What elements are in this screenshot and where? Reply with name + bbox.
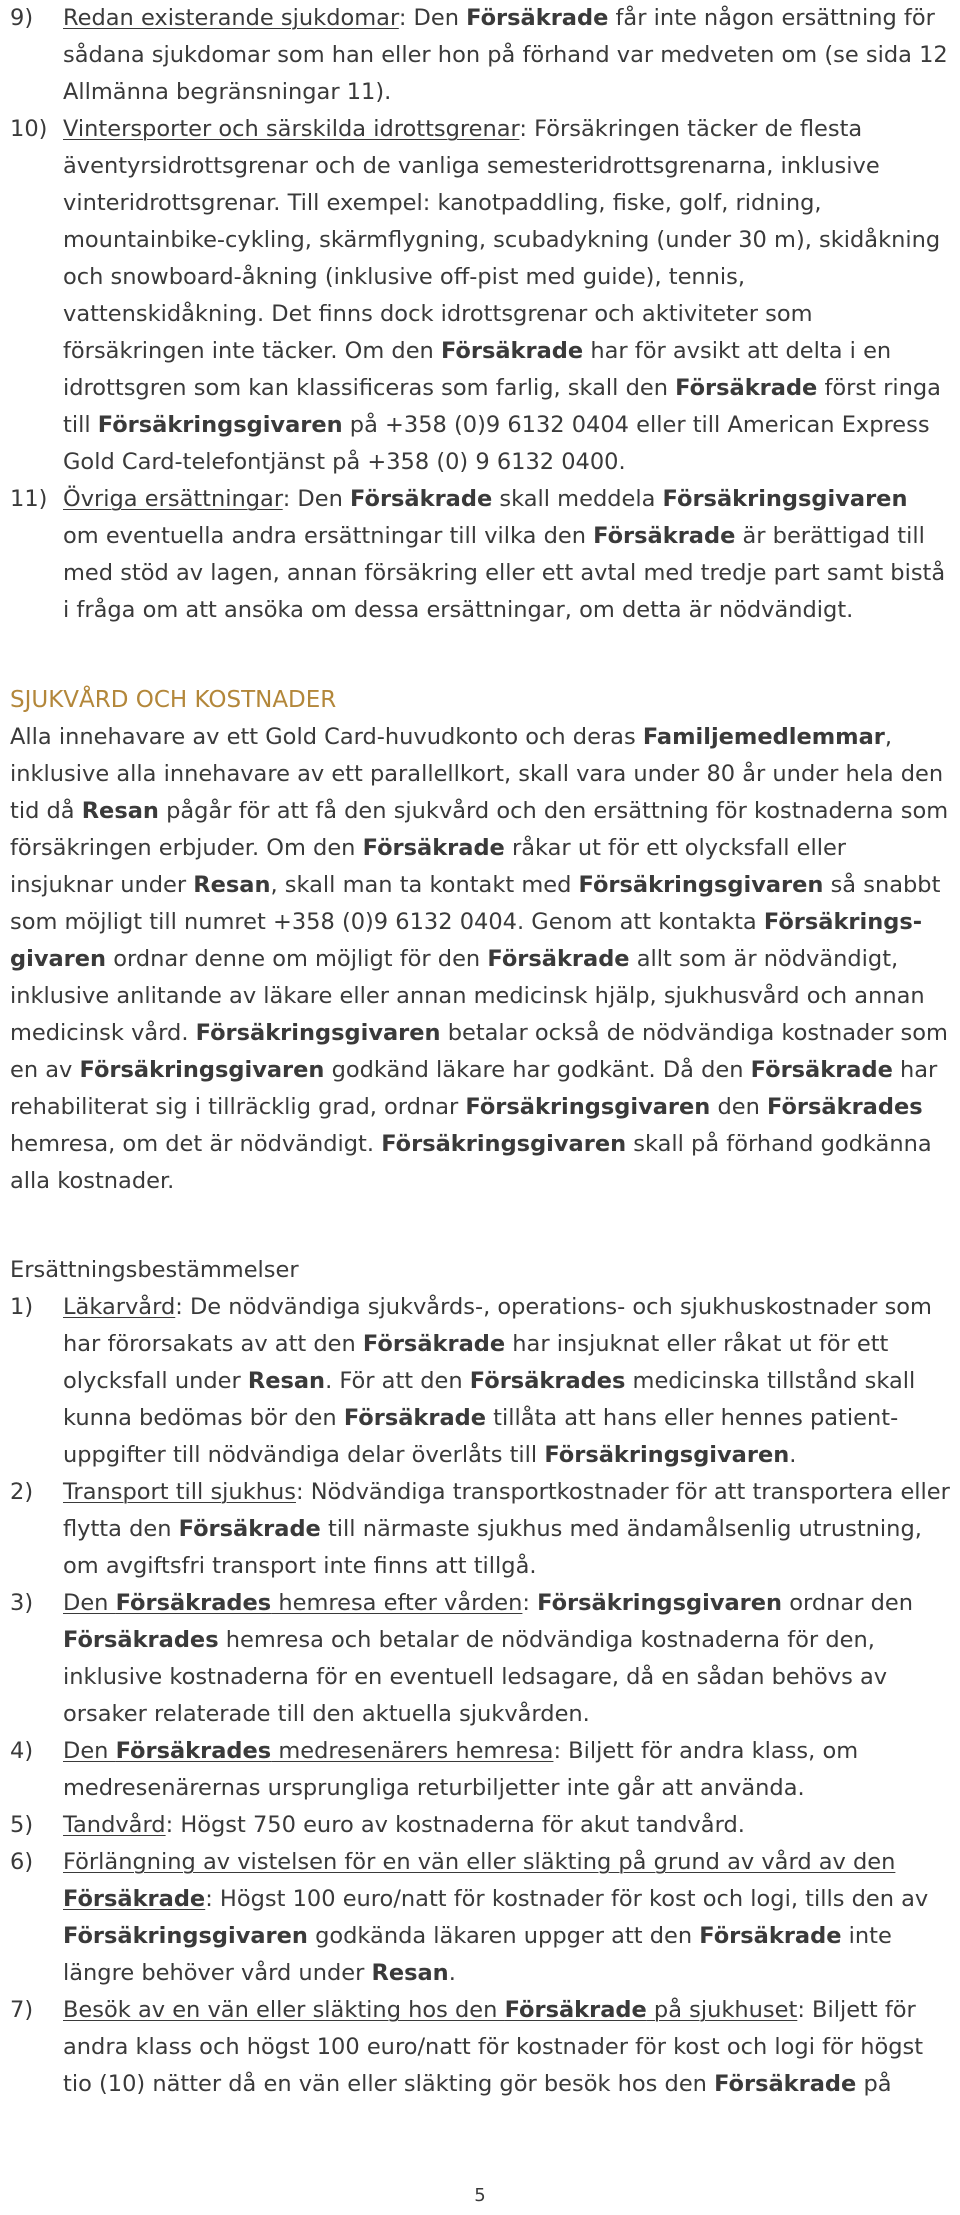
section-heading: SJUKVÅRD OCH KOSTNADER <box>10 687 337 713</box>
text-run: , skall man ta kontakt med <box>270 872 579 898</box>
text-run: ordnar denne om möjligt för den <box>106 946 488 972</box>
page-number: 5 <box>474 2185 486 2206</box>
bold-term: Försäkrade <box>714 2071 857 2097</box>
list-item <box>10 481 950 629</box>
item-text <box>63 1585 950 1733</box>
text-run: om eventuella andra ersättningar till vilka den <box>63 523 594 549</box>
bold-term: Försäkrade <box>675 375 818 401</box>
text-run: : Försäkringen täcker de flesta äventyrsidrottsgrenar och de vanliga semesteridrottsgrenarna, inklusive vinteridrottsgrenar. Till exempel: kanotpaddling, fiske, golf, ridning, mountainbike-cykling, skärmflygning, scubadykning (under 30 m), skidåkning och snowboard-åkning (inklusive off-pist med guide), tennis, vattenskidåkning. Det finns dock idrottsgrenar och aktiviteter som försäkringen inte täcker. Om den <box>63 116 941 364</box>
text-run: skall meddela <box>492 486 663 512</box>
underlined-term: Transport till sjukhus <box>63 1479 296 1505</box>
text-run: pågår för att få den sjukvård och den ersättning för kostnaderna som försäkringen erbjuder. Om den <box>10 798 949 861</box>
text-run: hemresa och betalar de nödvändiga kostnaderna för den, inklusive kostnaderna för en eventuell ledsagare, då en sådan behövs av orsaker relaterade till den aktuella sjukvården. <box>63 1627 888 1727</box>
bold-term: Försäkrade <box>178 1516 321 1542</box>
underlined-term: medresenärers hemresa <box>271 1738 554 1764</box>
item-number: 11) <box>10 486 48 512</box>
list-item <box>10 1289 950 1474</box>
text-run: godkända läkaren uppger att den <box>307 1923 700 1949</box>
underlined-term: Redan existerande sjukdomar <box>63 5 399 31</box>
bold-term: Försäkringsgivaren <box>97 412 343 438</box>
list-item <box>10 1844 950 1992</box>
page-content <box>10 0 950 2103</box>
item-text <box>63 0 950 111</box>
underlined-term: Försäkrades <box>115 1738 272 1764</box>
text-run: hemresa, om det är nödvändigt. <box>10 1131 382 1157</box>
underlined-term: Läkarvård <box>63 1294 176 1320</box>
text-run: har rehabiliterat sig i tillräcklig grad, ordnar <box>10 1057 938 1120</box>
bold-term: Familjemedlemmar <box>642 724 885 750</box>
bold-term: Resan <box>81 798 159 824</box>
underlined-term: Försäkrade <box>63 1886 206 1912</box>
item-text <box>63 111 950 481</box>
text-run: allt som är nödvändigt, inklusive anlitande av läkare eller annan medicinsk hjälp, sjukhusvård och annan medicinsk vård. <box>10 946 925 1046</box>
item-number: 10) <box>10 116 48 142</box>
text-run: . För att den <box>325 1368 470 1394</box>
list-item <box>10 1992 950 2103</box>
bold-term: Försäkringsgivaren <box>537 1590 783 1616</box>
underlined-term: Förlängning av vistelsen för en vän eller släkting på grund av vård av den <box>63 1849 896 1875</box>
text-run: inte längre behöver vård under <box>63 1923 892 1986</box>
text-run: den <box>710 1094 768 1120</box>
list-item <box>10 0 950 111</box>
text-run: : Högst 100 euro/natt för kostnader för kost och logi, tills den av <box>205 1886 929 1912</box>
text-run: får inte någon ersättning för sådana sjukdomar som han eller hon på förhand var medveten om (se sida 12 Allmänna begränsningar 11). <box>63 5 948 105</box>
bold-term: Försäkringsgivaren <box>662 486 908 512</box>
bold-term: Försäkrade <box>487 946 630 972</box>
bold-term: Försäkrades <box>469 1368 626 1394</box>
numbered-list-bottom <box>10 1289 950 2103</box>
text-run: råkar ut för ett olycksfall eller insjuknar under <box>10 835 847 898</box>
text-run: har för avsikt att delta i en idrottsgren som kan klassificeras som farlig, skall den <box>63 338 892 401</box>
subheading: Ersättningsbestämmelser <box>10 1257 299 1283</box>
text-run: först ringa till <box>63 375 941 438</box>
item-number: 6) <box>10 1849 34 1875</box>
bold-term: Försäkrade <box>350 486 493 512</box>
text-run: är berättigad till med stöd av lagen, annan försäkring eller ett avtal med tredje part samt bistå i fråga om att ansöka om dessa ersättningar, om detta är nödvändigt. <box>63 523 946 623</box>
bold-term: Försäkringsgivaren <box>465 1094 711 1120</box>
underlined-term: Tandvård <box>63 1812 166 1838</box>
item-text <box>63 1807 950 1844</box>
bold-term: Försäkrades <box>63 1627 219 1653</box>
text-run: , inklusive alla innehavare av ett parallellkort, skall vara under 80 år under hela den tid då <box>10 724 944 824</box>
text-run: skall på förhand godkänna alla kostnader. <box>10 1131 932 1194</box>
item-number: 2) <box>10 1479 34 1505</box>
item-number: 1) <box>10 1294 34 1320</box>
bold-term: Försäkrade <box>440 338 584 364</box>
underlined-term: Övriga ersättningar <box>63 486 283 512</box>
list-item <box>10 1585 950 1733</box>
section-paragraph <box>10 719 950 1200</box>
text-run: på +358 (0)9 6132 0404 eller till American Express Gold Card-telefontjänst på +358 (0) 9 6132 0400. <box>63 412 930 475</box>
numbered-list-top <box>10 0 950 629</box>
bold-term: Försäkrade <box>362 1331 506 1357</box>
list-item <box>10 1474 950 1585</box>
bold-term: Försäkrade <box>593 523 736 549</box>
item-number: 7) <box>10 1997 34 2023</box>
bold-term: Försäkrade <box>343 1405 487 1431</box>
bold-term: Försäkrades <box>767 1094 923 1120</box>
text-run: : Nödvändiga transportkostnader för att transportera eller flytta den <box>63 1479 950 1542</box>
text-run: : De nödvändiga sjukvårds-, operations- och sjukhuskostnader som har förorsakats av att den <box>63 1294 932 1357</box>
text-run: : Den <box>282 486 351 512</box>
bold-term: Försäkrade <box>699 1923 842 1949</box>
bold-term: Försäkringsgivaren <box>544 1442 790 1468</box>
text-run: på <box>856 2071 892 2097</box>
item-number: 3) <box>10 1590 34 1616</box>
item-text <box>63 1289 950 1474</box>
text-run: . <box>789 1442 797 1468</box>
bold-term: Försäkringsgivaren <box>381 1131 627 1157</box>
item-text <box>63 1474 950 1585</box>
text-run: har insjuknat eller råkat ut för ett olycksfall under <box>63 1331 889 1394</box>
list-item <box>10 111 950 481</box>
item-number: 5) <box>10 1812 34 1838</box>
bold-term: Resan <box>371 1960 449 1986</box>
text-run: . <box>448 1960 456 1986</box>
text-run: så snabbt som möjligt till numret +358 (0)9 6132 0404. Genom att kontakta <box>10 872 941 935</box>
item-text <box>63 1992 950 2103</box>
underlined-term: hemresa efter vården <box>271 1590 523 1616</box>
text-run: : Biljett för andra klass och högst 100 euro/natt för kostnader för kost och logi för högst tio (10) nätter då en vän eller släkting gör besök hos den <box>63 1997 924 2097</box>
bold-term: Resan <box>247 1368 326 1394</box>
text-run: tillåta att hans eller hennes patientuppgifter till nödvändiga delar överlåts till <box>63 1405 899 1468</box>
bold-term: Försäkringsgivaren <box>195 1020 441 1046</box>
item-number: 9) <box>10 5 34 31</box>
bold-term: Försäkringsgivaren <box>10 909 923 972</box>
underlined-term: Den <box>63 1590 116 1616</box>
text-run: godkänd läkare har godkänt. Då den <box>324 1057 751 1083</box>
text-run: ordnar den <box>782 1590 913 1616</box>
text-run: : Högst 750 euro av kostnaderna för akut tandvård. <box>165 1812 745 1838</box>
bold-term: Försäkrade <box>362 835 505 861</box>
item-text <box>63 481 950 629</box>
text-run: Alla innehavare av ett Gold Card-huvudkonto och deras <box>10 724 643 750</box>
underlined-term: Vintersporter och särskilda idrottsgrenar <box>63 116 520 142</box>
bold-term: Resan <box>193 872 271 898</box>
underlined-term: Försäkrades <box>115 1590 272 1616</box>
underlined-term: på sjukhuset <box>646 1997 798 2023</box>
text-run: till närmaste sjukhus med ändamålsenlig utrustning, om avgiftsfri transport inte finns att tillgå. <box>63 1516 922 1579</box>
bold-term: Försäkringsgivaren <box>578 872 824 898</box>
bold-term: Försäkringsgivaren <box>63 1923 308 1949</box>
underlined-term: Den <box>63 1738 116 1764</box>
text-run: betalar också de nödvändiga kostnader som en av <box>10 1020 948 1083</box>
item-text <box>63 1733 950 1807</box>
item-text <box>63 1844 950 1992</box>
bold-term: Försäkrade <box>466 5 609 31</box>
list-item <box>10 1733 950 1807</box>
list-item <box>10 1807 950 1844</box>
bold-term: Försäkringsgivaren <box>79 1057 325 1083</box>
underlined-term: Försäkrade <box>504 1997 647 2023</box>
underlined-term: Besök av en vän eller släkting hos den <box>63 1997 505 2023</box>
text-run: : Den <box>398 5 467 31</box>
text-run: medicinska tillstånd skall kunna bedömas bör den <box>63 1368 916 1431</box>
text-run: : <box>522 1590 538 1616</box>
bold-term: Försäkrade <box>750 1057 893 1083</box>
text-run: : Biljett för andra klass, om medresenärernas ursprungliga returbiljetter inte går att använda. <box>63 1738 859 1801</box>
item-number: 4) <box>10 1738 34 1764</box>
